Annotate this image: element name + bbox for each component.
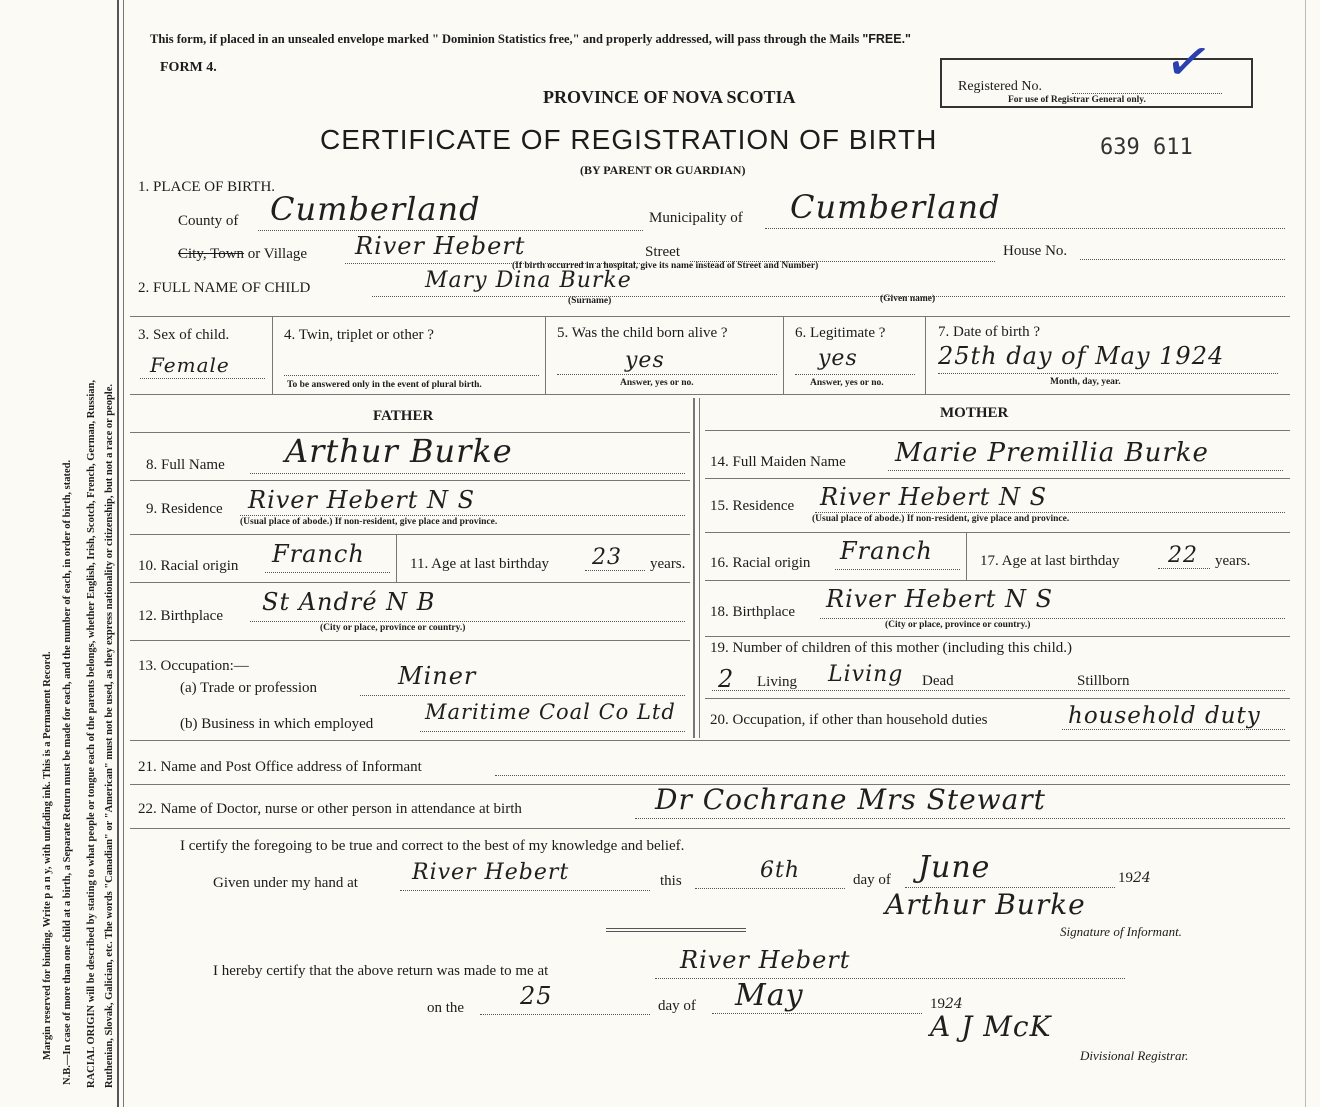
dob-value: 25th day of May 1924 <box>938 342 1225 370</box>
row22-bottom <box>130 828 1290 829</box>
form-number: FORM 4. <box>160 60 217 75</box>
registrar-month-line <box>712 1013 922 1014</box>
twin-line <box>284 375 539 376</box>
father-racial-label: 10. Racial origin <box>138 558 239 574</box>
father-name-label: 8. Full Name <box>146 457 225 473</box>
mother-birthplace-line <box>820 618 1285 619</box>
legit-note: Answer, yes or no. <box>810 378 884 388</box>
mother-residence-note: (Usual place of abode.) If non-resident, give place and province. <box>812 514 1070 524</box>
mail-note: This form, if placed in an unsealed envelope marked " Dominion Statistics free," and properly addressed, will pass through the Mails "FREE." <box>150 32 911 46</box>
child-name-value: Mary Dina Burke <box>425 268 632 293</box>
stamp-number: 639 611 <box>1100 135 1193 160</box>
father-occupation-label: 13. Occupation:— <box>138 658 249 674</box>
dob-line <box>938 373 1278 374</box>
father-trade-value: Miner <box>398 662 477 690</box>
father-row-9 <box>130 534 690 535</box>
father-residence-note: (Usual place of abode.) If non-resident, give place and province. <box>240 517 498 527</box>
checkmark-icon: ✓ <box>1159 28 1217 98</box>
mother-birthplace-note: (City or place, province or country.) <box>885 620 1031 630</box>
separator <box>606 928 746 932</box>
row3-bottom <box>130 394 1290 395</box>
registrar-day-of: day of <box>658 998 696 1014</box>
right-border <box>1305 0 1306 1107</box>
registrar-month: May <box>735 978 804 1013</box>
registrar-on-the: on the <box>427 1000 465 1016</box>
legit-label: 6. Legitimate ? <box>795 325 886 341</box>
child-name-line <box>372 296 1285 297</box>
sex-label: 3. Sex of child. <box>138 327 230 343</box>
given-month: June <box>918 850 991 885</box>
twin-label: 4. Twin, triplet or other ? <box>284 327 434 343</box>
province-heading: PROVINCE OF NOVA SCOTIA <box>543 87 796 107</box>
father-racial-value: Franch <box>272 540 365 568</box>
alive-label: 5. Was the child born alive ? <box>557 325 728 341</box>
row21-top <box>130 740 1290 741</box>
father-row-12 <box>130 640 690 641</box>
registrar-caption: Divisional Registrar. <box>1080 1048 1189 1063</box>
father-age-value: 23 <box>592 545 622 570</box>
father-residence-value: River Hebert N S <box>248 486 476 514</box>
mother-children-label: 19. Number of children of this mother (including this child.) <box>710 640 1073 656</box>
informant-signature: Arthur Burke <box>885 888 1086 921</box>
certificate-title: CERTIFICATE OF REGISTRATION OF BIRTH <box>320 124 938 155</box>
mother-age-value: 22 <box>1168 543 1198 568</box>
certify-text: I certify the foregoing to be true and correct to the best of my knowledge and belief. <box>180 838 685 854</box>
father-birthplace-value: St André N B <box>262 588 436 616</box>
alive-line <box>557 374 777 375</box>
father-heading: FATHER <box>373 408 434 424</box>
given-caption: (Given name) <box>880 294 936 304</box>
dead-label: Dead <box>922 673 954 689</box>
given-label: Given under my hand at <box>213 875 358 891</box>
legit-line <box>795 374 915 375</box>
registered-label: Registered No. <box>958 79 1042 94</box>
house-label: House No. <box>1003 243 1068 259</box>
registrar-certify: I hereby certify that the above return was made to me at <box>213 963 549 979</box>
father-row-10 <box>130 582 690 583</box>
father-trade-label: (a) Trade or profession <box>180 680 318 696</box>
dob-label: 7. Date of birth ? <box>938 324 1041 340</box>
father-age-line <box>585 570 645 571</box>
margin-note-racial-1: RACIAL ORIGIN will be described by stating to what people or tongue each of the parents belongs, whether English, Irish, Scotch, French, German, Russian, <box>86 379 97 1088</box>
row3-div2 <box>545 316 546 394</box>
father-years: years. <box>650 556 686 572</box>
twin-note: To be answered only in the event of plural birth. <box>287 380 482 390</box>
margin-note-racial-2: Ruthenian, Slovak, Galician, etc. The words "Canadian" or "American" must not be used, as they express nationality or citizenship, but not a race or people. <box>104 383 115 1088</box>
city-label: City, Town or Village <box>178 246 308 262</box>
margin-note-binding: Margin reserved for binding. Write p a n y, with unfading ink. This is a Permanent Record. <box>42 651 53 1060</box>
sex-line <box>140 378 265 379</box>
father-name-value: Arthur Burke <box>285 432 513 470</box>
row3-div1 <box>272 316 273 394</box>
father-birthplace-line <box>250 621 685 622</box>
informant-line <box>495 775 1285 776</box>
mother-row-19 <box>705 698 1290 699</box>
mother-age-label: 17. Age at last birthday <box>980 553 1120 569</box>
registrar-year: 1924 <box>930 996 963 1012</box>
legit-value: yes <box>818 346 858 371</box>
given-place-line <box>400 890 650 891</box>
mother-name-label: 14. Full Maiden Name <box>710 454 846 470</box>
mother-name-value: Marie Premillia Burke <box>895 438 1209 468</box>
row3-top <box>130 316 1290 317</box>
child-name-label: 2. FULL NAME OF CHILD <box>138 280 311 296</box>
registered-note: For use of Registrar General only. <box>1008 95 1146 105</box>
mother-racial-value: Franch <box>840 537 933 565</box>
mother-heading: MOTHER <box>940 405 1009 421</box>
father-residence-label: 9. Residence <box>146 501 223 517</box>
mother-row-15 <box>705 532 1290 533</box>
father-business-value: Maritime Coal Co Ltd <box>425 700 676 724</box>
mother-age-line <box>1158 568 1210 569</box>
municipality-label: Municipality of <box>649 210 743 226</box>
mother-racial-label: 16. Racial origin <box>710 555 811 571</box>
mother-birthplace-label: 18. Birthplace <box>710 604 795 620</box>
day-of-label: day of <box>853 872 891 888</box>
street-label: Street <box>645 244 680 260</box>
certificate-subtitle: (BY PARENT OR GUARDIAN) <box>580 163 746 177</box>
father-birthplace-label: 12. Birthplace <box>138 608 223 624</box>
registrar-day: 25 <box>520 982 553 1010</box>
mother-name-line <box>888 470 1283 471</box>
doctor-label: 22. Name of Doctor, nurse or other person in attendance at birth <box>138 801 522 817</box>
mother-racial-div <box>966 532 967 580</box>
father-trade-line <box>360 695 685 696</box>
mother-residence-line <box>815 512 1285 513</box>
dob-note: Month, day, year. <box>1050 377 1121 387</box>
given-place: River Hebert <box>412 860 570 885</box>
given-day: 6th <box>760 858 801 883</box>
this-label: this <box>660 873 682 889</box>
mother-children-value: 2 <box>718 665 735 693</box>
municipality-value: Cumberland <box>790 188 1001 226</box>
father-name-line <box>250 473 685 474</box>
stillborn-label: Stillborn <box>1077 673 1130 689</box>
father-business-label: (b) Business in which employed <box>180 716 374 732</box>
sex-value: Female <box>150 353 230 377</box>
row3-div3 <box>783 316 784 394</box>
registrar-place-line <box>655 978 1125 979</box>
doctor-line <box>635 818 1285 819</box>
father-residence-line <box>240 515 685 516</box>
children-line <box>712 690 1285 691</box>
mother-occupation-line <box>1062 729 1285 730</box>
father-racial-div <box>396 534 397 582</box>
binding-line-2 <box>123 0 124 1107</box>
father-racial-line <box>265 572 390 573</box>
signature-caption: Signature of Informant. <box>1060 924 1182 939</box>
registrar-day-line <box>480 1014 650 1015</box>
hospital-note: (If birth occurred in a hospital, give its name instead of Street and Number) <box>512 261 819 271</box>
mother-row-16 <box>705 580 1290 581</box>
row3-div4 <box>925 316 926 394</box>
father-business-line <box>420 731 685 732</box>
living-value: Living <box>828 662 904 687</box>
mother-years: years. <box>1215 553 1251 569</box>
county-value: Cumberland <box>270 190 481 228</box>
mother-birthplace-value: River Hebert N S <box>826 585 1054 613</box>
parents-divider-2 <box>699 398 700 738</box>
county-line <box>258 230 643 231</box>
mother-row-14 <box>705 478 1290 479</box>
mother-occupation-value: household duty <box>1068 703 1261 729</box>
municipality-line <box>765 228 1285 229</box>
given-day-line <box>695 888 845 889</box>
mother-residence-value: River Hebert N S <box>820 483 1048 511</box>
parents-divider <box>693 398 695 738</box>
margin-note-nb: N.B.—In case of more than one child at a birth, a Separate Return must be made for each, and the number of each, in order of birth, stated. <box>62 459 73 1085</box>
registrar-place: River Hebert <box>680 946 851 974</box>
binding-line <box>117 0 119 1107</box>
alive-note: Answer, yes or no. <box>620 378 694 388</box>
father-age-label: 11. Age at last birthday <box>410 556 549 572</box>
given-year: 1924 <box>1118 870 1151 886</box>
surname-caption: (Surname) <box>568 296 612 306</box>
alive-value: yes <box>625 348 665 373</box>
father-row-8 <box>130 480 690 481</box>
mother-occupation-label: 20. Occupation, if other than household duties <box>710 712 988 728</box>
doctor-value: Dr Cochrane Mrs Stewart <box>655 783 1046 816</box>
mother-row-18 <box>705 636 1290 637</box>
place-heading: 1. PLACE OF BIRTH. <box>138 179 276 195</box>
house-line <box>1080 259 1285 260</box>
informant-label: 21. Name and Post Office address of Informant <box>138 759 422 775</box>
father-birthplace-note: (City or place, province or country.) <box>320 623 466 633</box>
registrar-signature: A J McK <box>930 1010 1052 1043</box>
county-label: County of <box>178 213 239 229</box>
mother-racial-line <box>835 569 960 570</box>
living-label: Living <box>757 674 797 690</box>
mother-head-line <box>705 430 1290 431</box>
village-value: River Hebert <box>355 232 526 260</box>
mother-residence-label: 15. Residence <box>710 498 795 514</box>
